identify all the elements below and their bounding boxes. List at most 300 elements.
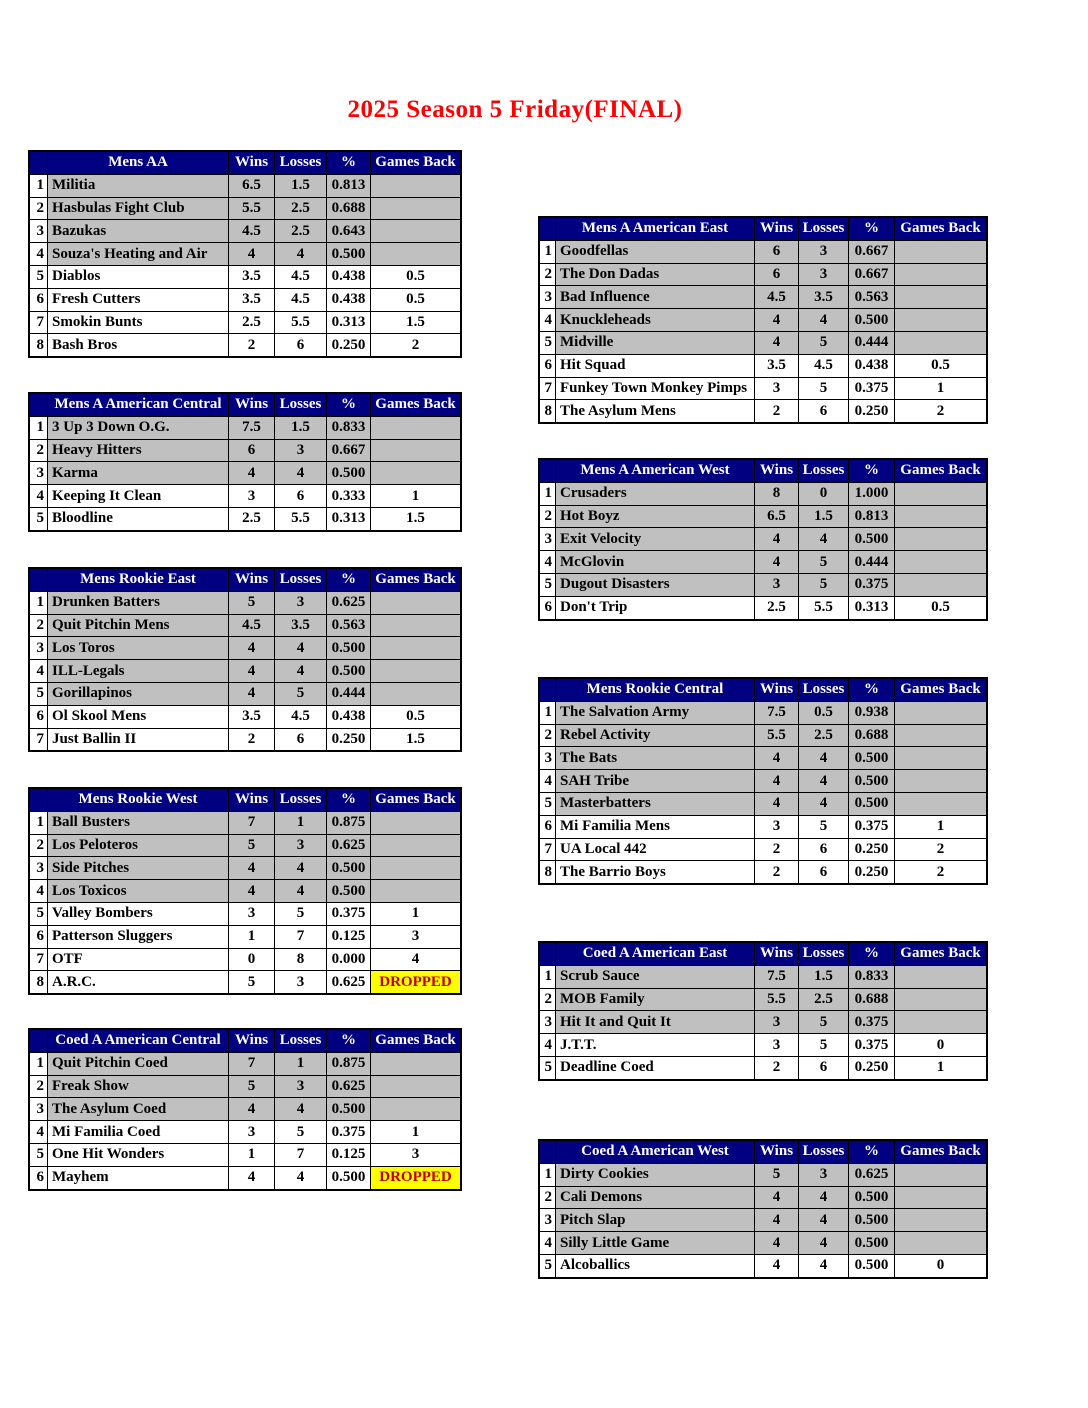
losses-cell: 3	[274, 440, 326, 462]
games-back-cell	[894, 332, 986, 354]
games-back-cell	[894, 793, 986, 815]
rank-column-header	[540, 943, 555, 965]
table-row	[540, 240, 986, 263]
games-back-cell: 1.5	[370, 729, 460, 751]
wins-cell: 4.5	[228, 615, 274, 637]
team-name-cell: MOB Family	[555, 989, 754, 1011]
table-row	[30, 219, 460, 242]
team-name-cell: Bad Influence	[555, 286, 754, 308]
games-back-cell: 0	[894, 1034, 986, 1056]
losses-cell: 5	[798, 332, 848, 354]
table-row	[30, 174, 460, 197]
wins-cell: 4	[754, 528, 798, 550]
table-row	[30, 1143, 460, 1166]
games-back-cell	[894, 551, 986, 573]
rank-cell: 3	[540, 1209, 555, 1231]
games-back-cell	[894, 574, 986, 596]
table-row	[540, 308, 986, 331]
table-row	[540, 860, 986, 883]
losses-cell: 4	[798, 1255, 848, 1277]
wins-cell: 5.5	[228, 198, 274, 220]
wins-cell: 3	[754, 816, 798, 838]
pct-cell: 0.688	[848, 725, 894, 747]
pct-cell: 0.667	[848, 264, 894, 286]
pct-cell: 0.375	[326, 1121, 370, 1143]
rank-cell: 4	[540, 551, 555, 573]
rank-cell: 4	[540, 309, 555, 331]
rank-cell: 5	[30, 683, 47, 705]
table-row	[540, 965, 986, 988]
table-header-row	[540, 218, 986, 240]
table-row	[30, 265, 460, 288]
wins-cell: 3	[754, 574, 798, 596]
team-name-cell: The Bats	[555, 747, 754, 769]
losses-cell: 5	[798, 1034, 848, 1056]
pct-cell: 0.500	[848, 1209, 894, 1231]
team-name-cell: Fresh Cutters	[47, 289, 228, 311]
column-header-games-back: Games Back	[370, 789, 460, 811]
division-title: Mens A American West	[555, 460, 754, 482]
wins-cell: 3	[228, 485, 274, 507]
pct-cell: 0.625	[326, 1076, 370, 1098]
wins-cell: 3.5	[228, 266, 274, 288]
column-header-pct: %	[848, 460, 894, 482]
team-name-cell: The Don Dadas	[555, 264, 754, 286]
rank-cell: 5	[540, 1255, 555, 1277]
rank-cell: 6	[30, 1167, 47, 1189]
rank-cell: 3	[30, 857, 47, 879]
team-name-cell: Just Ballin II	[47, 729, 228, 751]
table-header-row	[540, 460, 986, 482]
losses-cell: 7	[274, 1144, 326, 1166]
pct-cell: 0.833	[326, 417, 370, 439]
wins-cell: 2.5	[228, 508, 274, 530]
table-header-row	[540, 943, 986, 965]
pct-cell: 0.444	[848, 332, 894, 354]
table-row	[540, 354, 986, 377]
losses-cell: 4	[274, 243, 326, 265]
column-header-pct: %	[848, 943, 894, 965]
table-row	[30, 1097, 460, 1120]
rank-cell: 3	[30, 462, 47, 484]
rank-cell: 2	[540, 725, 555, 747]
column-header-games-back: Games Back	[894, 460, 986, 482]
games-back-cell: 2	[370, 334, 460, 356]
rank-cell: 3	[540, 286, 555, 308]
column-header-losses: Losses	[274, 394, 326, 416]
rank-cell: 3	[540, 528, 555, 550]
games-back-cell: DROPPED	[370, 1167, 460, 1189]
losses-cell: 4	[274, 1098, 326, 1120]
table-header-row	[30, 789, 460, 811]
losses-cell: 5.5	[274, 312, 326, 334]
wins-cell: 4	[228, 880, 274, 902]
pct-cell: 0.438	[326, 706, 370, 728]
losses-cell: 4	[274, 880, 326, 902]
pct-cell: 0.438	[848, 355, 894, 377]
team-name-cell: Los Peloteros	[47, 835, 228, 857]
pct-cell: 0.688	[848, 989, 894, 1011]
rank-cell: 7	[30, 949, 47, 971]
losses-cell: 5	[274, 683, 326, 705]
rank-cell: 1	[30, 417, 47, 439]
table-row	[30, 288, 460, 311]
pct-cell: 0.250	[848, 861, 894, 883]
losses-cell: 4.5	[274, 289, 326, 311]
pct-cell: 0.250	[326, 334, 370, 356]
pct-cell: 0.813	[326, 175, 370, 197]
losses-cell: 0	[798, 483, 848, 505]
wins-cell: 2	[754, 861, 798, 883]
losses-cell: 3	[274, 592, 326, 614]
rank-column-header	[30, 1030, 47, 1052]
table-row	[540, 1186, 986, 1209]
rank-cell: 5	[540, 574, 555, 596]
wins-cell: 4	[228, 462, 274, 484]
pct-cell: 0.500	[326, 660, 370, 682]
division-title: Mens Rookie West	[47, 789, 228, 811]
team-name-cell: Freak Show	[47, 1076, 228, 1098]
wins-cell: 4	[754, 1187, 798, 1209]
rank-cell: 1	[30, 175, 47, 197]
wins-cell: 2	[754, 400, 798, 422]
wins-cell: 8	[754, 483, 798, 505]
pct-cell: 0.625	[326, 835, 370, 857]
losses-cell: 6	[274, 485, 326, 507]
rank-cell: 1	[540, 483, 555, 505]
losses-cell: 1.5	[274, 417, 326, 439]
games-back-cell	[370, 637, 460, 659]
losses-cell: 6	[798, 861, 848, 883]
wins-cell: 3.5	[754, 355, 798, 377]
games-back-cell	[894, 506, 986, 528]
team-name-cell: ILL-Legals	[47, 660, 228, 682]
wins-cell: 6	[228, 440, 274, 462]
rank-cell: 4	[540, 770, 555, 792]
table-row	[30, 1052, 460, 1075]
rank-cell: 6	[30, 926, 47, 948]
losses-cell: 4	[798, 309, 848, 331]
table-row	[540, 263, 986, 286]
pct-cell: 0.500	[848, 309, 894, 331]
division-title: Mens Rookie Central	[555, 679, 754, 701]
wins-cell: 4	[754, 1232, 798, 1254]
rank-cell: 8	[540, 400, 555, 422]
losses-cell: 4	[798, 1209, 848, 1231]
pct-cell: 0.375	[848, 816, 894, 838]
rank-cell: 2	[540, 506, 555, 528]
pct-cell: 0.444	[848, 551, 894, 573]
standings-table	[538, 458, 988, 621]
rank-column-header	[30, 789, 47, 811]
table-row	[540, 331, 986, 354]
rank-cell: 4	[30, 880, 47, 902]
losses-cell: 4.5	[798, 355, 848, 377]
rank-column-header	[30, 152, 47, 174]
team-name-cell: The Barrio Boys	[555, 861, 754, 883]
games-back-cell	[370, 243, 460, 265]
losses-cell: 1	[274, 812, 326, 834]
table-header-row	[540, 1141, 986, 1163]
table-row	[30, 970, 460, 993]
pct-cell: 0.643	[326, 220, 370, 242]
team-name-cell: Keeping It Clean	[47, 485, 228, 507]
rank-cell: 6	[30, 706, 47, 728]
team-name-cell: The Asylum Coed	[47, 1098, 228, 1120]
rank-cell: 1	[540, 966, 555, 988]
wins-cell: 1	[228, 1144, 274, 1166]
games-back-cell	[370, 683, 460, 705]
rank-cell: 1	[540, 702, 555, 724]
wins-cell: 4	[228, 857, 274, 879]
games-back-cell	[370, 592, 460, 614]
wins-cell: 4	[228, 1167, 274, 1189]
table-row	[30, 614, 460, 637]
team-name-cell: Dugout Disasters	[555, 574, 754, 596]
pct-cell: 0.563	[848, 286, 894, 308]
table-row	[540, 1163, 986, 1186]
losses-cell: 1.5	[798, 966, 848, 988]
team-name-cell: Karma	[47, 462, 228, 484]
team-name-cell: Mi Familia Mens	[555, 816, 754, 838]
losses-cell: 7	[274, 926, 326, 948]
losses-cell: 5	[274, 903, 326, 925]
division-title: Mens A American Central	[47, 394, 228, 416]
games-back-cell: 4	[370, 949, 460, 971]
column-header-pct: %	[326, 1030, 370, 1052]
team-name-cell: Goodfellas	[555, 241, 754, 263]
team-name-cell: Hasbulas Fight Club	[47, 198, 228, 220]
games-back-cell: 1	[894, 1057, 986, 1079]
table-row	[540, 838, 986, 861]
table-row	[30, 879, 460, 902]
table-row	[540, 377, 986, 400]
table-row	[30, 197, 460, 220]
wins-cell: 5.5	[754, 725, 798, 747]
team-name-cell: Exit Velocity	[555, 528, 754, 550]
table-row	[540, 701, 986, 724]
wins-cell: 4	[754, 332, 798, 354]
column-header-games-back: Games Back	[370, 569, 460, 591]
losses-cell: 1.5	[274, 175, 326, 197]
wins-cell: 6.5	[228, 175, 274, 197]
rank-cell: 3	[30, 220, 47, 242]
table-row	[30, 659, 460, 682]
games-back-cell: 0.5	[370, 289, 460, 311]
division-title: Coed A American Central	[47, 1030, 228, 1052]
team-name-cell: Don't Trip	[555, 597, 754, 619]
games-back-cell	[370, 440, 460, 462]
table-row	[30, 1166, 460, 1189]
pct-cell: 0.500	[326, 243, 370, 265]
pct-cell: 0.500	[326, 462, 370, 484]
rank-cell: 3	[540, 1011, 555, 1033]
table-row	[540, 1010, 986, 1033]
table-row	[540, 285, 986, 308]
wins-cell: 2.5	[228, 312, 274, 334]
team-name-cell: Mi Familia Coed	[47, 1121, 228, 1143]
games-back-cell	[370, 1076, 460, 1098]
losses-cell: 3	[274, 1076, 326, 1098]
wins-cell: 5	[754, 1164, 798, 1186]
wins-cell: 7	[228, 812, 274, 834]
games-back-cell: 2	[894, 861, 986, 883]
table-row	[540, 505, 986, 528]
table-row	[540, 1254, 986, 1277]
pct-cell: 0.500	[326, 880, 370, 902]
rank-cell: 4	[540, 1034, 555, 1056]
pct-cell: 0.444	[326, 683, 370, 705]
column-header-losses: Losses	[274, 1030, 326, 1052]
team-name-cell: Bash Bros	[47, 334, 228, 356]
losses-cell: 5	[798, 378, 848, 400]
column-header-losses: Losses	[798, 218, 848, 240]
pct-cell: 0.438	[326, 289, 370, 311]
table-row	[540, 815, 986, 838]
wins-cell: 4.5	[754, 286, 798, 308]
standings-table	[538, 941, 988, 1081]
pct-cell: 0.667	[848, 241, 894, 263]
pct-cell: 0.833	[848, 966, 894, 988]
pct-cell: 0.667	[326, 440, 370, 462]
rank-column-header	[540, 218, 555, 240]
games-back-cell	[894, 725, 986, 747]
column-header-wins: Wins	[228, 569, 274, 591]
losses-cell: 4	[798, 747, 848, 769]
team-name-cell: Hot Boyz	[555, 506, 754, 528]
wins-cell: 5	[228, 971, 274, 993]
rank-cell: 4	[30, 1121, 47, 1143]
pct-cell: 0.313	[326, 312, 370, 334]
rank-cell: 3	[30, 1098, 47, 1120]
rank-cell: 7	[30, 312, 47, 334]
losses-cell: 4	[274, 637, 326, 659]
standings-table	[28, 787, 462, 995]
losses-cell: 6	[798, 400, 848, 422]
team-name-cell: Funkey Town Monkey Pimps	[555, 378, 754, 400]
table-row	[540, 596, 986, 619]
losses-cell: 6	[798, 839, 848, 861]
games-back-cell: 1	[370, 485, 460, 507]
table-row	[30, 333, 460, 356]
rank-cell: 5	[30, 508, 47, 530]
team-name-cell: Knuckleheads	[555, 309, 754, 331]
losses-cell: 5	[798, 1011, 848, 1033]
games-back-cell	[370, 417, 460, 439]
rank-cell: 2	[540, 264, 555, 286]
standings-table	[538, 677, 988, 885]
rank-cell: 3	[30, 637, 47, 659]
rank-cell: 6	[540, 355, 555, 377]
column-header-pct: %	[326, 569, 370, 591]
pct-cell: 0.563	[326, 615, 370, 637]
pct-cell: 0.438	[326, 266, 370, 288]
team-name-cell: Heavy Hitters	[47, 440, 228, 462]
wins-cell: 3	[228, 903, 274, 925]
wins-cell: 1	[228, 926, 274, 948]
column-header-wins: Wins	[754, 460, 798, 482]
column-header-games-back: Games Back	[370, 394, 460, 416]
losses-cell: 4	[274, 1167, 326, 1189]
pct-cell: 0.375	[848, 1034, 894, 1056]
losses-cell: 6	[274, 729, 326, 751]
team-name-cell: Gorillapinos	[47, 683, 228, 705]
column-header-games-back: Games Back	[894, 943, 986, 965]
rank-cell: 6	[540, 816, 555, 838]
column-header-losses: Losses	[798, 1141, 848, 1163]
team-name-cell: Ol Skool Mens	[47, 706, 228, 728]
losses-cell: 4	[798, 1187, 848, 1209]
team-name-cell: Los Toros	[47, 637, 228, 659]
pct-cell: 0.375	[326, 903, 370, 925]
losses-cell: 3.5	[798, 286, 848, 308]
rank-cell: 2	[30, 615, 47, 637]
column-header-pct: %	[326, 394, 370, 416]
wins-cell: 5	[228, 1076, 274, 1098]
wins-cell: 4	[754, 770, 798, 792]
pct-cell: 0.000	[326, 949, 370, 971]
team-name-cell: Valley Bombers	[47, 903, 228, 925]
pct-cell: 0.500	[848, 770, 894, 792]
team-name-cell: McGlovin	[555, 551, 754, 573]
team-name-cell: Hit Squad	[555, 355, 754, 377]
pct-cell: 0.313	[326, 508, 370, 530]
table-row	[540, 527, 986, 550]
rank-cell: 2	[30, 198, 47, 220]
column-header-losses: Losses	[274, 789, 326, 811]
wins-cell: 4	[754, 1209, 798, 1231]
losses-cell: 4	[798, 1232, 848, 1254]
losses-cell: 2.5	[798, 725, 848, 747]
games-back-cell	[370, 198, 460, 220]
pct-cell: 0.500	[326, 1167, 370, 1189]
games-back-cell: 1	[370, 1121, 460, 1143]
losses-cell: 3	[274, 971, 326, 993]
column-header-losses: Losses	[798, 460, 848, 482]
column-header-games-back: Games Back	[894, 218, 986, 240]
table-row	[540, 724, 986, 747]
team-name-cell: The Salvation Army	[555, 702, 754, 724]
losses-cell: 0.5	[798, 702, 848, 724]
column-header-wins: Wins	[228, 394, 274, 416]
games-back-cell: 2	[894, 400, 986, 422]
team-name-cell: Diablos	[47, 266, 228, 288]
losses-cell: 2.5	[274, 198, 326, 220]
games-back-cell: 2	[894, 839, 986, 861]
wins-cell: 4	[228, 1098, 274, 1120]
games-back-cell: DROPPED	[370, 971, 460, 993]
wins-cell: 6	[754, 241, 798, 263]
wins-cell: 5	[228, 835, 274, 857]
rank-cell: 1	[30, 592, 47, 614]
rank-column-header	[540, 1141, 555, 1163]
column-header-pct: %	[326, 789, 370, 811]
table-row	[30, 1075, 460, 1098]
pct-cell: 0.375	[848, 378, 894, 400]
team-name-cell: Cali Demons	[555, 1187, 754, 1209]
rank-cell: 5	[30, 903, 47, 925]
table-row	[30, 1120, 460, 1143]
rank-cell: 5	[540, 1057, 555, 1079]
wins-cell: 4	[228, 683, 274, 705]
rank-cell: 1	[540, 241, 555, 263]
table-row	[30, 461, 460, 484]
pct-cell: 0.875	[326, 812, 370, 834]
losses-cell: 5	[274, 1121, 326, 1143]
losses-cell: 1.5	[798, 506, 848, 528]
losses-cell: 5	[798, 816, 848, 838]
team-name-cell: UA Local 442	[555, 839, 754, 861]
